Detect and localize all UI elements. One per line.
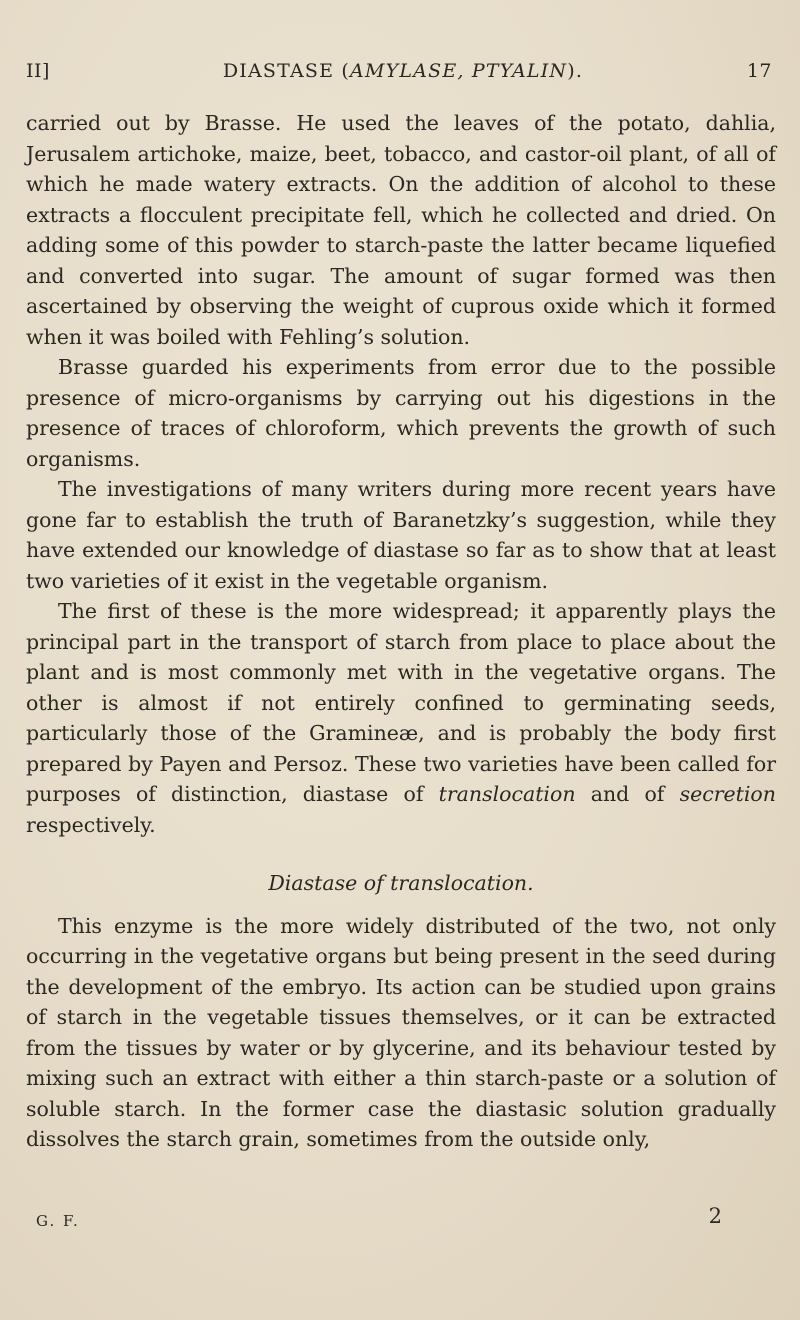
term-translocation: translocation (438, 782, 576, 806)
section-heading: Diastase of translocation. (268, 871, 534, 895)
paragraph-two-varieties (26, 596, 776, 840)
chapter-marker: II] (26, 60, 50, 82)
page-number: 17 (746, 60, 772, 82)
paragraph-two-varieties-text: The first of these is the more widespread; it apparently plays the principal part in the transport of starch from place to place about the plant and is most commonly met with in the vegetative organs. The other is almost if not entirely confined to germinating seeds, particularly those of the Gramineæ, and is probably the body first prepared by Payen and Persoz. These two varieties have been called for purposes of distinction, (26, 599, 776, 806)
running-title (26, 60, 780, 82)
running-title-suffix: ). (567, 60, 584, 82)
tail-after: respectively. (26, 812, 156, 837)
paragraph-chloroform: Brasse guarded his experiments from error due to the possible presence of micro-organisms by carrying out his digestions in the presence of traces of chloroform, which prevents the growth of such organisms. (26, 355, 776, 471)
signature-mark: G. F. (36, 1212, 80, 1230)
tail-middle: and of (575, 782, 680, 806)
running-title-italic: AMYLASE, PTYALIN (350, 60, 568, 82)
body-text (26, 108, 776, 1155)
tail-before: diastase of (302, 782, 439, 806)
paragraph-enzyme-distribution: This enzyme is the more widely distributed of the two, not only occurring in the vegetative organs but being present in the seed during the development of the embryo. Its action can be studied upon grains of starch in the vegetable tissues themselves, or it can be extracted from the tissues by water or by glycerine, and its behaviour tested by mixing such an extract with either a thin starch-paste or a solution of soluble starch. In the former case the diastasic solution gradually dissolves the starch grain, sometimes from the outside only, (26, 913, 776, 1151)
signature-number: 2 (708, 1204, 722, 1228)
paragraph-brasse-extracts: carried out by Brasse. He used the leaves of the potato, dahlia, Jerusalem artichoke, maize, beet, tobacco, and castor-oil plant, of all of which he made watery extracts. On the addition of alcohol to these extracts a flocculent precipitate fell, which he collected and dried. On adding some of this powder to starch-paste the latter became liquefied and converted into sugar. The amount of sugar formed was then ascertained by observing the weight of cuprous oxide which it formed when it was boiled with Fehling’s solution. (26, 111, 776, 349)
term-secretion: secretion (679, 782, 776, 806)
running-title-prefix: DIASTASE ( (222, 60, 351, 82)
running-head (26, 60, 780, 86)
paragraph-baranetzky: The investigations of many writers during more recent years have gone far to establish the truth of Baranetzky’s suggestion, while they have extended our knowledge of diastase so far as to show that at least two varieties of it exist in the vegetable organism. (26, 477, 776, 593)
signature-line (26, 1204, 780, 1234)
